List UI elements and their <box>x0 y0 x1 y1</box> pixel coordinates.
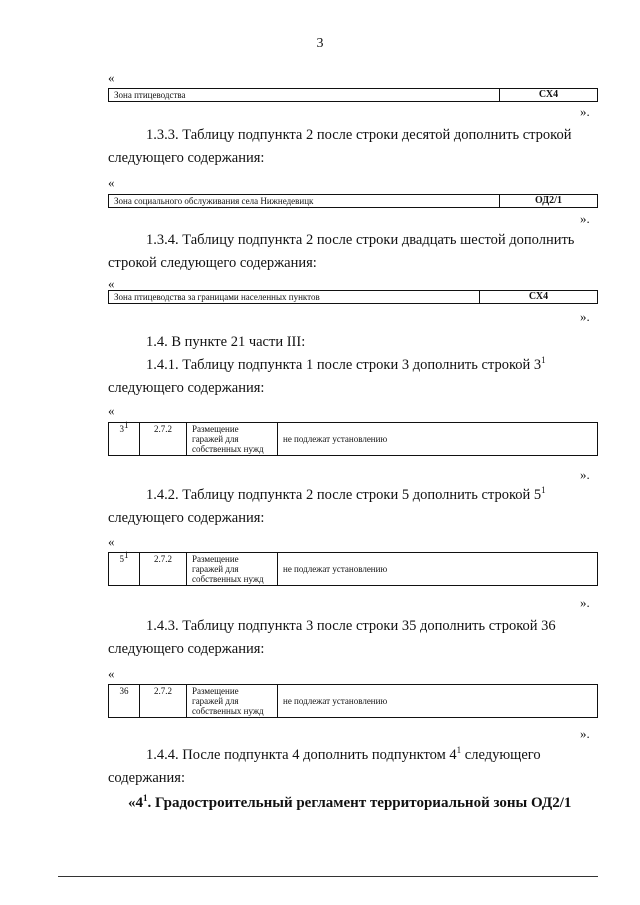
close-quote: ». <box>580 104 590 119</box>
row-note-cell: не подлежат установлению <box>278 553 598 586</box>
row-table-1 <box>108 422 598 456</box>
paragraph-text: строкой следующего содержания: <box>108 255 317 271</box>
zone-table-2 <box>108 194 598 208</box>
close-quote: ». <box>580 309 590 324</box>
open-quote: « <box>108 403 115 418</box>
open-quote: « <box>108 666 115 681</box>
page-bottom-rule <box>58 876 598 877</box>
row-number-cell: $3^1$ <box>109 423 140 456</box>
paragraph-text: 1.4.2. Таблицу подпункта 2 после строки 5 дополнить строкой 5 <box>146 487 542 503</box>
zone-name-cell: Зона птицеводства за границами населенных пунктов <box>109 291 480 304</box>
close-quote: ». <box>580 467 590 482</box>
paragraph-text: содержания: <box>108 770 186 786</box>
zone-name-cell: Зона птицеводства <box>109 89 500 102</box>
paragraph-text: следующего содержания: <box>108 150 265 166</box>
page-number: 3 <box>316 36 324 51</box>
row-code-cell: 2.7.2 <box>140 423 187 456</box>
superscript: 1 <box>541 485 546 496</box>
paragraph-text: следующего содержания: <box>108 510 265 526</box>
zone-code-cell: СХ4 <box>480 291 598 304</box>
row-table-3 <box>108 684 598 718</box>
zone-table-1 <box>108 88 598 102</box>
row-code-cell: 2.7.2 <box>140 553 187 586</box>
paragraph-text: 1.3.4. Таблицу подпункта 2 после строки двадцать шестой дополнить <box>146 232 575 248</box>
close-quote: ». <box>580 211 590 226</box>
paragraph-text: следующего <box>461 747 541 763</box>
paragraph-1-4-3 <box>108 615 598 661</box>
row-number-cell: $5^1$ <box>109 553 140 586</box>
paragraph-1-4 <box>108 331 598 354</box>
zone-name-cell: Зона социального обслуживания села Нижнедевицк <box>109 195 500 208</box>
section-heading: «$4^1$. Градостроительный регламент территориальной зоны ОД2/1 <box>128 793 572 811</box>
paragraph-1-3-3 <box>108 124 598 170</box>
close-quote: ». <box>580 726 590 741</box>
zone-code-cell: ОД2/1 <box>500 195 598 208</box>
zone-table-3 <box>108 290 598 304</box>
superscript: 1 <box>541 355 546 366</box>
close-quote: ». <box>580 595 590 610</box>
zone-code-cell: СХ4 <box>500 89 598 102</box>
paragraph-text: 1.4.1. Таблицу подпункта 1 после строки 3 дополнить строкой 3 <box>146 357 542 373</box>
row-name-cell: Размещение гаражей для собственных нужд <box>187 553 278 586</box>
paragraph-text: 1.4. В пункте 21 части III: <box>146 334 306 350</box>
row-code-cell: 2.7.2 <box>140 685 187 718</box>
open-quote: « <box>108 534 115 549</box>
paragraph-text: 1.4.3. Таблицу подпункта 3 после строки 35 дополнить строкой 36 <box>146 618 556 634</box>
paragraph-1-4-4 <box>108 744 598 790</box>
row-note-cell: не подлежат установлению <box>278 423 598 456</box>
row-table-2 <box>108 552 598 586</box>
paragraph-1-4-2 <box>108 484 598 530</box>
open-quote: « <box>108 70 115 85</box>
open-quote: « <box>108 175 115 190</box>
paragraph-text: 1.4.4. После подпункта 4 дополнить подпунктом 4 <box>146 747 457 763</box>
row-name-cell: Размещение гаражей для собственных нужд <box>187 423 278 456</box>
row-name-cell: Размещение гаражей для собственных нужд <box>187 685 278 718</box>
paragraph-text: следующего содержания: <box>108 641 265 657</box>
paragraph-text: следующего содержания: <box>108 380 265 396</box>
paragraph-text: 1.3.3. Таблицу подпункта 2 после строки десятой дополнить строкой <box>146 127 572 143</box>
row-note-cell: не подлежат установлению <box>278 685 598 718</box>
superscript: 1 <box>456 745 462 756</box>
paragraph-1-3-4 <box>108 229 598 275</box>
open-quote: « <box>108 276 115 291</box>
row-number-cell: 36 <box>109 685 140 718</box>
paragraph-1-4-1 <box>108 354 598 400</box>
